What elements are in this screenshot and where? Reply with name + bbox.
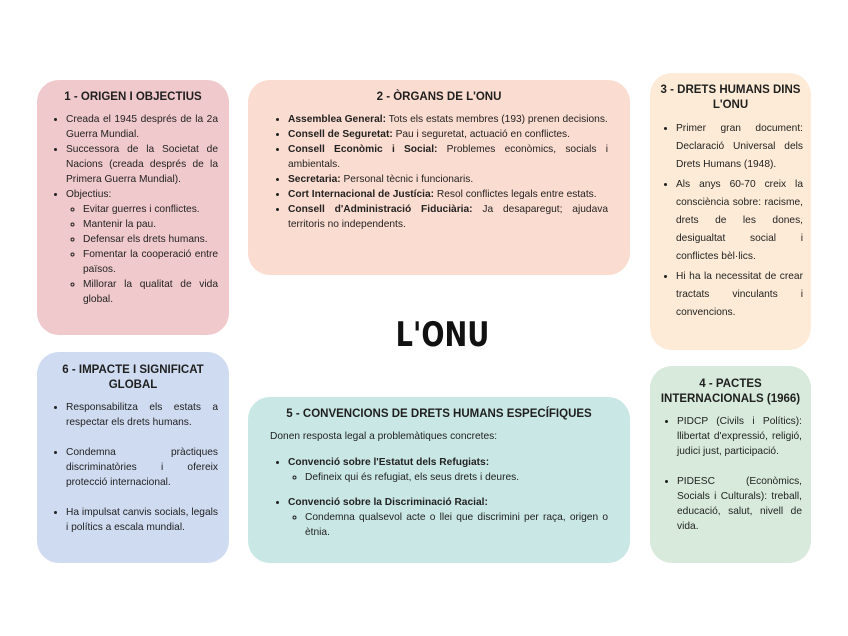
- term: Consell de Seguretat:: [288, 129, 393, 140]
- list-item: [66, 187, 218, 307]
- sub-list-item: ◦ Mantenir la pau.: [83, 217, 218, 232]
- list-item: • PIDCP (Civils i Polítics): llibertat d'expressió, religió, judici just, participació.: [677, 414, 802, 459]
- term: Consell Econòmic i Social:: [288, 144, 438, 155]
- list-item: [288, 455, 608, 485]
- bullet-list: [270, 455, 608, 540]
- card-intro: Donen resposta legal a problemàtiques concretes:: [270, 431, 498, 442]
- list-item: • Als anys 60-70 creix la consciència sobre: racisme, drets de les dones, desigualtat social i conflictes bèl·lics.: [676, 176, 803, 266]
- card-title: 2 - ÒRGANS DE L'ONU: [376, 91, 502, 103]
- bullet-list: [48, 112, 218, 307]
- term-description: Resol conflictes legals entre estats.: [434, 189, 597, 200]
- bullet-list: [48, 400, 218, 535]
- card-drets-humans: [650, 73, 811, 350]
- list-item: • PIDESC (Econòmics, Socials i Culturals): treball, educació, salut, nivell de vida.: [677, 474, 802, 534]
- list-item: • Creada el 1945 després de la 2a Guerra Mundial.: [66, 112, 218, 142]
- card-title: 6 - IMPACTE I SIGNIFICAT GLOBAL: [62, 364, 204, 391]
- term-description: Pau i seguretat, actuació en conflictes.: [392, 129, 570, 140]
- list-item: • Successora de la Societat de Nacions (creada després de la Primera Guerra Mundial).: [66, 142, 218, 187]
- list-item: [288, 142, 608, 172]
- term-description: Personal tècnic i funcionaris.: [340, 174, 474, 185]
- bullet-list: [658, 120, 803, 322]
- bullet-list: [270, 112, 608, 232]
- term-description: Ja desaparegut; ajudava territoris no independents.: [288, 204, 608, 230]
- sub-list: [288, 470, 608, 485]
- term-description: Problemes econòmics, socials i ambientals.: [288, 144, 608, 170]
- sub-list-item: ◦ Evitar guerres i conflictes.: [83, 202, 218, 217]
- sub-list-item: ◦ Condemna qualsevol acte o llei que discrimini per raça, origen o ètnia.: [305, 510, 608, 540]
- card-title: 4 - PACTES INTERNACIONALS (1966): [660, 378, 801, 405]
- sub-list-item: ◦ Defineix qui és refugiat, els seus drets i deures.: [305, 470, 608, 485]
- sub-list-item: ◦ Fomentar la cooperació entre països.: [83, 247, 218, 277]
- card-impacte-global: [37, 352, 229, 563]
- card-pactes-internacionals: [650, 366, 811, 563]
- sub-list: [66, 202, 218, 307]
- list-item: • Hi ha la necessitat de crear tractats vinculants i convencions.: [676, 268, 803, 322]
- list-item: [288, 495, 608, 540]
- term: Convenció sobre la Discriminació Racial:: [288, 497, 488, 508]
- list-item: • Primer gran document: Declaració Universal dels Drets Humans (1948).: [676, 120, 803, 174]
- term: Secretaria:: [288, 174, 341, 185]
- term-description: Tots els estats membres (193) prenen decisions.: [385, 114, 608, 125]
- sub-list-item: ◦ Defensar els drets humans.: [83, 232, 218, 247]
- bullet-list: [659, 414, 802, 534]
- list-item: • Ha impulsat canvis socials, legals i polítics a escala mundial.: [66, 505, 218, 535]
- card-title: 5 - CONVENCIONS DE DRETS HUMANS ESPECÍFIQUES: [286, 408, 592, 420]
- term: Assemblea General:: [288, 114, 386, 125]
- card-title: 3 - DRETS HUMANS DINS L'ONU: [660, 84, 801, 111]
- list-item: [288, 202, 608, 232]
- page-title: L'ONU: [395, 315, 490, 355]
- card-origen-objectius: [37, 80, 229, 335]
- list-item: [288, 172, 608, 187]
- card-title: 1 - ORIGEN I OBJECTIUS: [64, 91, 202, 103]
- list-item: [288, 187, 608, 202]
- term: Consell d'Administració Fiduciària:: [288, 204, 473, 215]
- card-convencions: [248, 397, 630, 563]
- sub-list-item: ◦ Millorar la qualitat de vida global.: [83, 277, 218, 307]
- list-item: • Responsabilitza els estats a respectar els drets humans.: [66, 400, 218, 430]
- card-organs-onu: [248, 80, 630, 275]
- list-item: • Condemna pràctiques discriminatòries i ofereix protecció internacional.: [66, 445, 218, 490]
- list-item: [288, 127, 608, 142]
- list-item: [288, 112, 608, 127]
- term: Convenció sobre l'Estatut dels Refugiats:: [288, 457, 490, 468]
- term: Cort Internacional de Justícia:: [288, 189, 435, 200]
- sub-list: [288, 510, 608, 540]
- list-item-label: Objectius:: [66, 189, 112, 200]
